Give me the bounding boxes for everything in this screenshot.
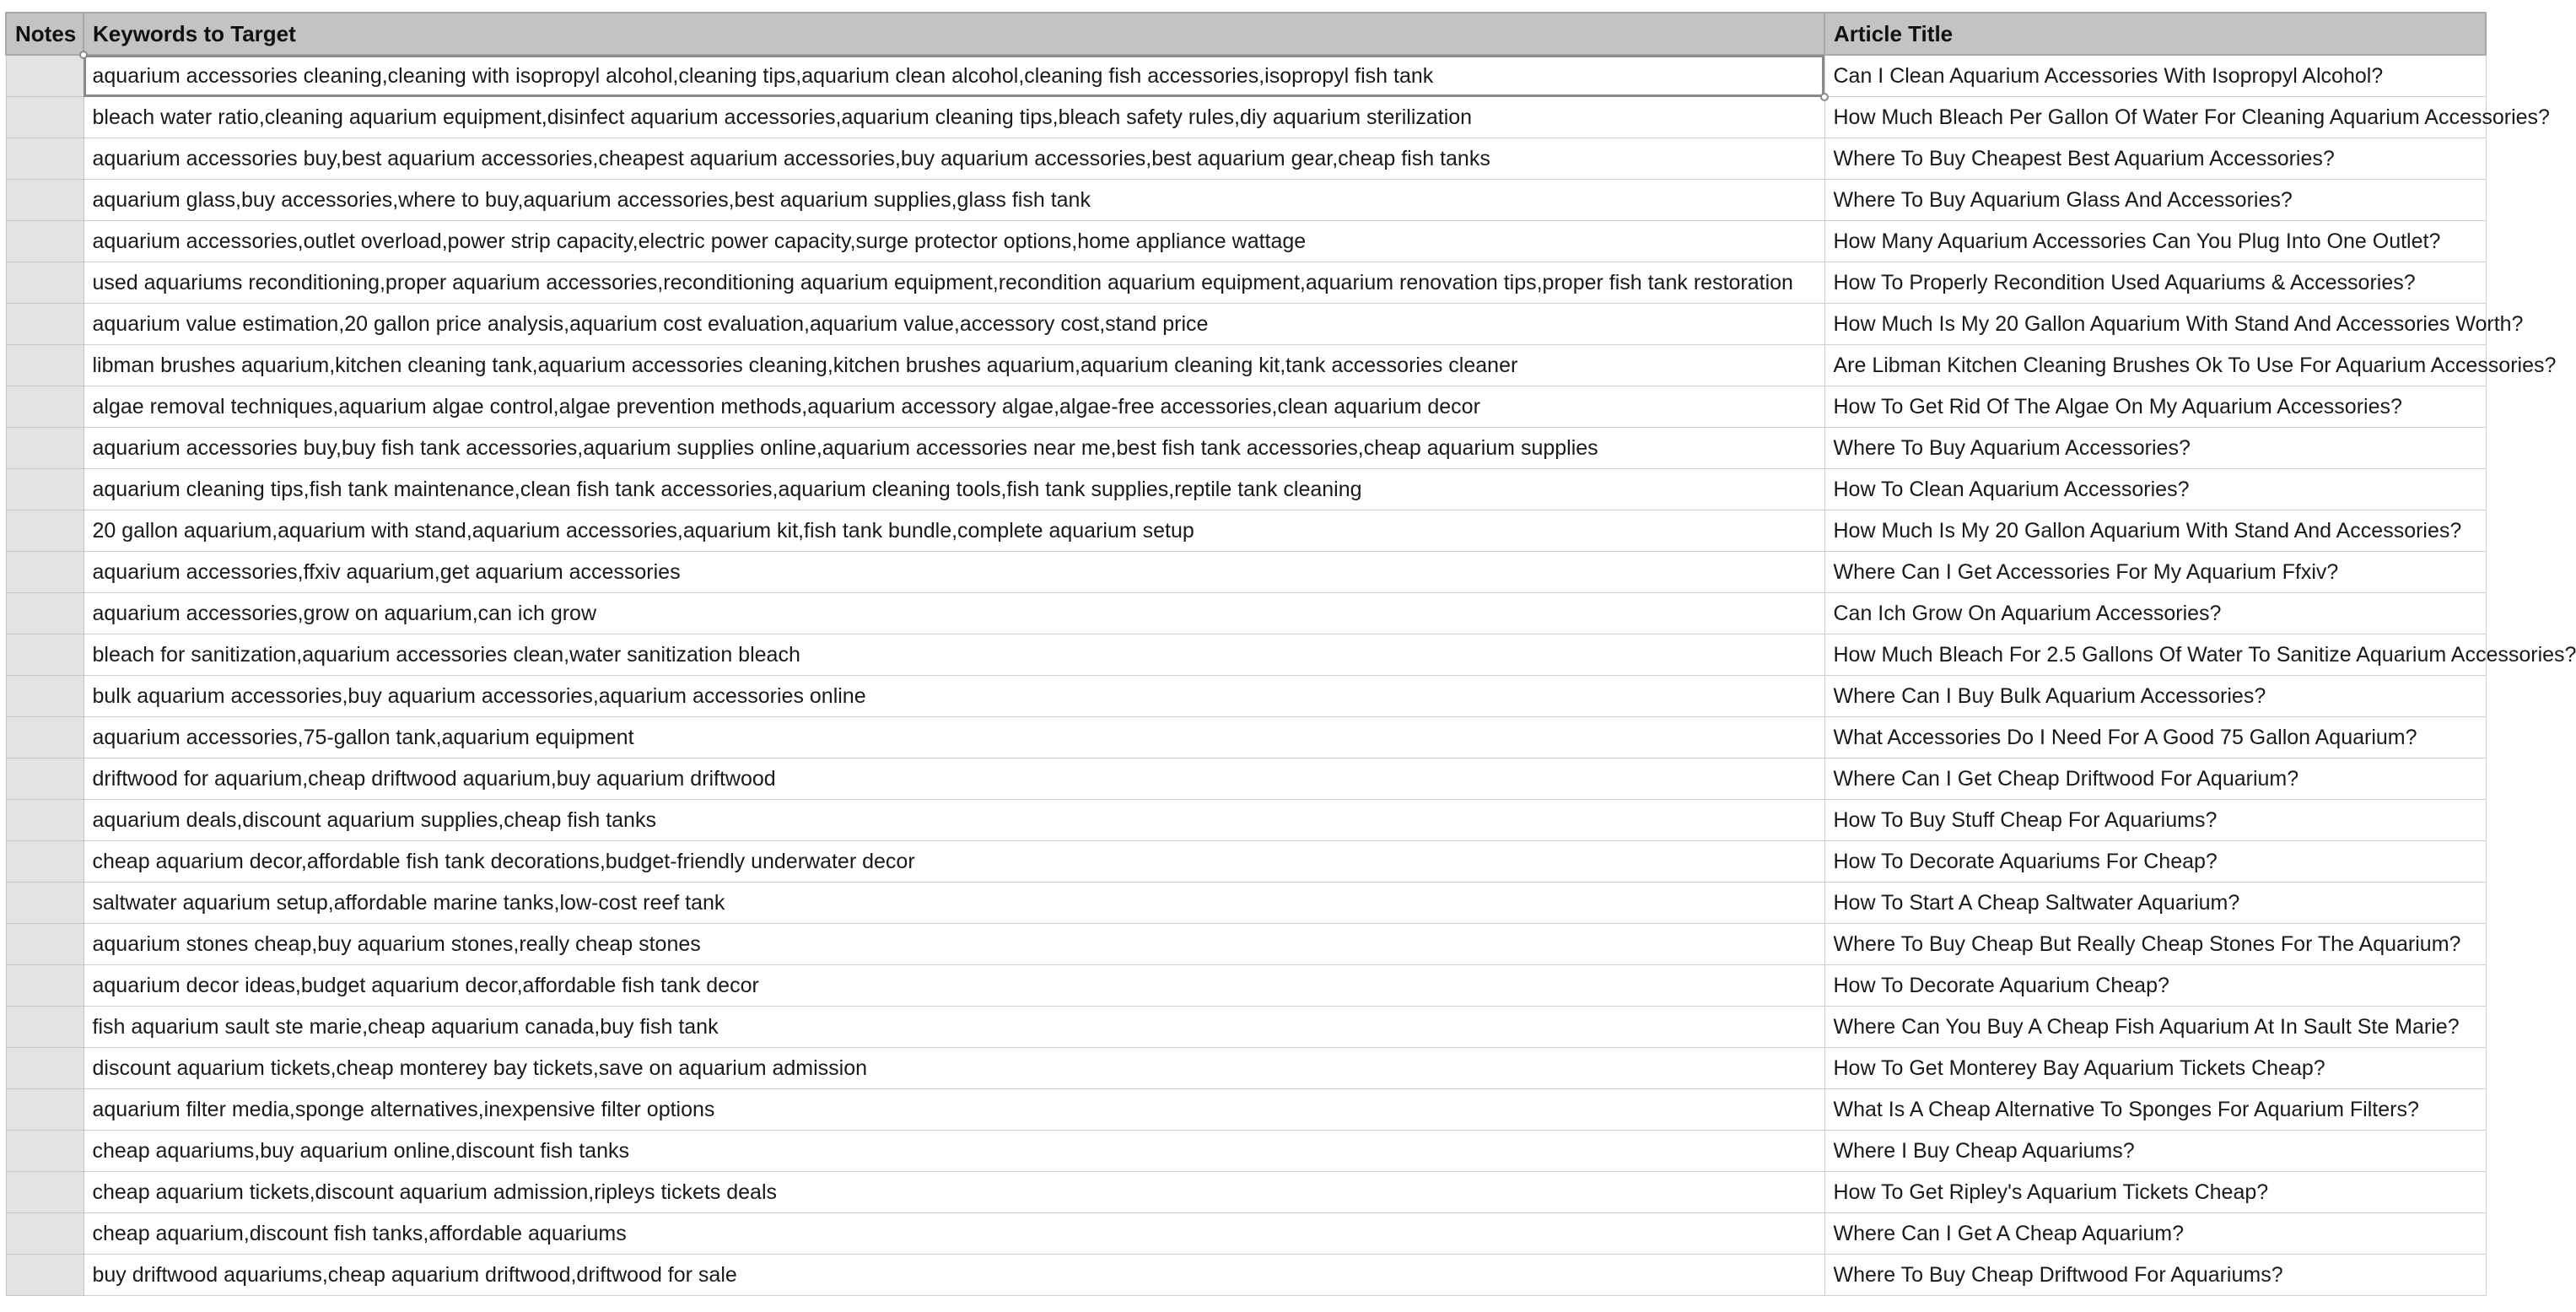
- notes-cell[interactable]: [6, 552, 84, 593]
- table-row: [6, 1048, 2486, 1089]
- spreadsheet: [5, 12, 2576, 1312]
- notes-cell[interactable]: [6, 759, 84, 800]
- keywords-cell[interactable]: bulk aquarium accessories,buy aquarium accessories,aquarium accessories online: [84, 676, 1824, 717]
- notes-cell[interactable]: [6, 924, 84, 965]
- article-title-cell[interactable]: Where I Buy Cheap Aquariums?: [1824, 1131, 2486, 1172]
- table-row: [6, 1131, 2486, 1172]
- table-row: [6, 180, 2486, 221]
- keywords-cell[interactable]: aquarium cleaning tips,fish tank maintenance,clean fish tank accessories,aquarium cleaning tools,fish tank supplies,reptile tank cleaning: [84, 469, 1824, 510]
- keywords-cell[interactable]: buy driftwood aquariums,cheap aquarium driftwood,driftwood for sale: [84, 1255, 1824, 1296]
- article-title-cell[interactable]: Can I Clean Aquarium Accessories With Isopropyl Alcohol?: [1824, 55, 2486, 97]
- notes-cell[interactable]: [6, 593, 84, 634]
- keywords-cell[interactable]: used aquariums reconditioning,proper aquarium accessories,reconditioning aquarium equipment,recondition aquarium equipment,aquarium renovation tips,proper fish tank restoration: [84, 262, 1824, 304]
- article-title-cell[interactable]: Where Can I Get Cheap Driftwood For Aquarium?: [1824, 759, 2486, 800]
- keywords-cell[interactable]: aquarium accessories,75-gallon tank,aquarium equipment: [84, 717, 1824, 759]
- keywords-cell[interactable]: aquarium value estimation,20 gallon price analysis,aquarium cost evaluation,aquarium value,accessory cost,stand price: [84, 304, 1824, 345]
- article-title-cell[interactable]: How To Start A Cheap Saltwater Aquarium?: [1824, 883, 2486, 924]
- keywords-cell[interactable]: fish aquarium sault ste marie,cheap aquarium canada,buy fish tank: [84, 1007, 1824, 1048]
- table-row: [6, 552, 2486, 593]
- article-title-cell[interactable]: How Many Aquarium Accessories Can You Plug Into One Outlet?: [1824, 221, 2486, 262]
- article-title-cell[interactable]: Where To Buy Cheapest Best Aquarium Accessories?: [1824, 138, 2486, 180]
- article-title-cell[interactable]: Where Can You Buy A Cheap Fish Aquarium At In Sault Ste Marie?: [1824, 1007, 2486, 1048]
- article-title-cell[interactable]: Where Can I Get Accessories For My Aquarium Ffxiv?: [1824, 552, 2486, 593]
- article-title-cell[interactable]: How To Decorate Aquariums For Cheap?: [1824, 841, 2486, 883]
- keywords-cell[interactable]: aquarium filter media,sponge alternatives,inexpensive filter options: [84, 1089, 1824, 1131]
- table-row: [6, 883, 2486, 924]
- keywords-cell[interactable]: bleach water ratio,cleaning aquarium equipment,disinfect aquarium accessories,aquarium cleaning tips,bleach safety rules,diy aquarium sterilization: [84, 97, 1824, 138]
- keywords-cell[interactable]: aquarium glass,buy accessories,where to buy,aquarium accessories,best aquarium supplies,glass fish tank: [84, 180, 1824, 221]
- header-row: [6, 13, 2486, 55]
- table-row: [6, 345, 2486, 386]
- notes-cell[interactable]: [6, 180, 84, 221]
- notes-cell[interactable]: [6, 97, 84, 138]
- article-title-cell[interactable]: How To Buy Stuff Cheap For Aquariums?: [1824, 800, 2486, 841]
- notes-cell[interactable]: [6, 1131, 84, 1172]
- article-title-cell[interactable]: What Accessories Do I Need For A Good 75 Gallon Aquarium?: [1824, 717, 2486, 759]
- table-row: [6, 841, 2486, 883]
- keywords-cell[interactable]: cheap aquariums,buy aquarium online,discount fish tanks: [84, 1131, 1824, 1172]
- table-row: [6, 1172, 2486, 1213]
- notes-cell[interactable]: [6, 634, 84, 676]
- table-row: [6, 469, 2486, 510]
- table-row: [6, 800, 2486, 841]
- article-title-cell[interactable]: Where To Buy Cheap But Really Cheap Stones For The Aquarium?: [1824, 924, 2486, 965]
- notes-cell[interactable]: [6, 1172, 84, 1213]
- table-row: [6, 634, 2486, 676]
- keyword-table: [5, 12, 2576, 1296]
- article-title-cell[interactable]: What Is A Cheap Alternative To Sponges For Aquarium Filters?: [1824, 1089, 2486, 1131]
- table-row: [6, 55, 2486, 97]
- notes-cell[interactable]: [6, 221, 84, 262]
- keywords-cell[interactable]: aquarium stones cheap,buy aquarium stones,really cheap stones: [84, 924, 1824, 965]
- article-title-cell[interactable]: How Much Bleach Per Gallon Of Water For Cleaning Aquarium Accessories?: [1824, 97, 2486, 138]
- article-title-cell[interactable]: How To Get Ripley's Aquarium Tickets Cheap?: [1824, 1172, 2486, 1213]
- keywords-cell[interactable]: aquarium accessories,ffxiv aquarium,get aquarium accessories: [84, 552, 1824, 593]
- notes-cell[interactable]: [6, 1089, 84, 1131]
- keywords-cell[interactable]: saltwater aquarium setup,affordable marine tanks,low-cost reef tank: [84, 883, 1824, 924]
- keywords-cell[interactable]: cheap aquarium tickets,discount aquarium admission,ripleys tickets deals: [84, 1172, 1824, 1213]
- table-row: [6, 138, 2486, 180]
- table-row: [6, 759, 2486, 800]
- table-row: [6, 1089, 2486, 1131]
- table-row: [6, 304, 2486, 345]
- notes-cell[interactable]: [6, 800, 84, 841]
- keywords-cell[interactable]: driftwood for aquarium,cheap driftwood aquarium,buy aquarium driftwood: [84, 759, 1824, 800]
- article-title-cell[interactable]: Where To Buy Cheap Driftwood For Aquariums?: [1824, 1255, 2486, 1296]
- keywords-cell[interactable]: 20 gallon aquarium,aquarium with stand,aquarium accessories,aquarium kit,fish tank bundle,complete aquarium setup: [84, 510, 1824, 552]
- notes-cell[interactable]: [6, 138, 84, 180]
- selection-handle-top-left[interactable]: [79, 51, 88, 59]
- keywords-cell[interactable]: aquarium decor ideas,budget aquarium decor,affordable fish tank decor: [84, 965, 1824, 1007]
- notes-cell[interactable]: [6, 428, 84, 469]
- keywords-cell[interactable]: bleach for sanitization,aquarium accessories clean,water sanitization bleach: [84, 634, 1824, 676]
- keywords-cell[interactable]: algae removal techniques,aquarium algae control,algae prevention methods,aquarium accessory algae,algae-free accessories,clean aquarium decor: [84, 386, 1824, 428]
- table-row: [6, 676, 2486, 717]
- notes-cell[interactable]: [6, 1213, 84, 1255]
- article-title-cell[interactable]: Where Can I Buy Bulk Aquarium Accessories?: [1824, 676, 2486, 717]
- table-row: [6, 221, 2486, 262]
- article-title-cell[interactable]: Where To Buy Aquarium Accessories?: [1824, 428, 2486, 469]
- notes-cell[interactable]: [6, 1048, 84, 1089]
- keywords-cell[interactable]: libman brushes aquarium,kitchen cleaning tank,aquarium accessories cleaning,kitchen brushes aquarium,aquarium cleaning kit,tank accessories cleaner: [84, 345, 1824, 386]
- article-title-cell[interactable]: Can Ich Grow On Aquarium Accessories?: [1824, 593, 2486, 634]
- keywords-cell[interactable]: cheap aquarium,discount fish tanks,affordable aquariums: [84, 1213, 1824, 1255]
- table-row: [6, 1255, 2486, 1296]
- table-row: [6, 924, 2486, 965]
- notes-cell[interactable]: [6, 1255, 84, 1296]
- column-header-article-title[interactable]: Article Title: [1824, 13, 2486, 55]
- notes-cell[interactable]: [6, 55, 84, 97]
- article-title-cell[interactable]: How Much Is My 20 Gallon Aquarium With Stand And Accessories Worth?: [1824, 304, 2486, 345]
- keywords-cell[interactable]: aquarium accessories buy,best aquarium accessories,cheapest aquarium accessories,buy aquarium accessories,best aquarium gear,cheap fish tanks: [84, 138, 1824, 180]
- notes-cell[interactable]: [6, 262, 84, 304]
- table-row: [6, 965, 2486, 1007]
- notes-cell[interactable]: [6, 304, 84, 345]
- notes-cell[interactable]: [6, 676, 84, 717]
- notes-cell[interactable]: [6, 965, 84, 1007]
- table-row: [6, 428, 2486, 469]
- article-title-cell[interactable]: Where To Buy Aquarium Glass And Accessories?: [1824, 180, 2486, 221]
- article-title-cell[interactable]: How Much Bleach For 2.5 Gallons Of Water To Sanitize Aquarium Accessories?: [1824, 634, 2486, 676]
- table-row: [6, 386, 2486, 428]
- notes-cell[interactable]: [6, 386, 84, 428]
- keywords-cell[interactable]: aquarium accessories,grow on aquarium,can ich grow: [84, 593, 1824, 634]
- table-row: [6, 1007, 2486, 1048]
- table-row: [6, 593, 2486, 634]
- selection-handle-bottom-right[interactable]: [1820, 93, 1829, 101]
- article-title-cell[interactable]: How To Clean Aquarium Accessories?: [1824, 469, 2486, 510]
- keywords-cell[interactable]: aquarium accessories cleaning,cleaning with isopropyl alcohol,cleaning tips,aquarium clean alcohol,cleaning fish accessories,isopropyl fish tank: [84, 55, 1824, 97]
- article-title-cell[interactable]: How Much Is My 20 Gallon Aquarium With Stand And Accessories?: [1824, 510, 2486, 552]
- article-title-cell[interactable]: Are Libman Kitchen Cleaning Brushes Ok To Use For Aquarium Accessories?: [1824, 345, 2486, 386]
- table-row: [6, 510, 2486, 552]
- table-row: [6, 97, 2486, 138]
- keywords-cell[interactable]: aquarium deals,discount aquarium supplies,cheap fish tanks: [84, 800, 1824, 841]
- article-title-cell[interactable]: How To Get Monterey Bay Aquarium Tickets Cheap?: [1824, 1048, 2486, 1089]
- article-title-cell[interactable]: How To Properly Recondition Used Aquariums & Accessories?: [1824, 262, 2486, 304]
- notes-cell[interactable]: [6, 717, 84, 759]
- keywords-cell[interactable]: discount aquarium tickets,cheap monterey bay tickets,save on aquarium admission: [84, 1048, 1824, 1089]
- keywords-cell[interactable]: aquarium accessories buy,buy fish tank accessories,aquarium supplies online,aquarium accessories near me,best fish tank accessories,cheap aquarium supplies: [84, 428, 1824, 469]
- article-title-cell[interactable]: How To Get Rid Of The Algae On My Aquarium Accessories?: [1824, 386, 2486, 428]
- article-title-cell[interactable]: Where Can I Get A Cheap Aquarium?: [1824, 1213, 2486, 1255]
- column-header-notes[interactable]: Notes: [6, 13, 84, 55]
- column-header-keywords[interactable]: Keywords to Target: [84, 13, 1824, 55]
- notes-cell[interactable]: [6, 510, 84, 552]
- notes-cell[interactable]: [6, 345, 84, 386]
- article-title-cell[interactable]: How To Decorate Aquarium Cheap?: [1824, 965, 2486, 1007]
- table-row: [6, 717, 2486, 759]
- keywords-cell[interactable]: cheap aquarium decor,affordable fish tank decorations,budget-friendly underwater decor: [84, 841, 1824, 883]
- notes-cell[interactable]: [6, 469, 84, 510]
- notes-cell[interactable]: [6, 841, 84, 883]
- table-row: [6, 1213, 2486, 1255]
- table-row: [6, 262, 2486, 304]
- notes-cell[interactable]: [6, 883, 84, 924]
- notes-cell[interactable]: [6, 1007, 84, 1048]
- keywords-cell[interactable]: aquarium accessories,outlet overload,power strip capacity,electric power capacity,surge protector options,home appliance wattage: [84, 221, 1824, 262]
